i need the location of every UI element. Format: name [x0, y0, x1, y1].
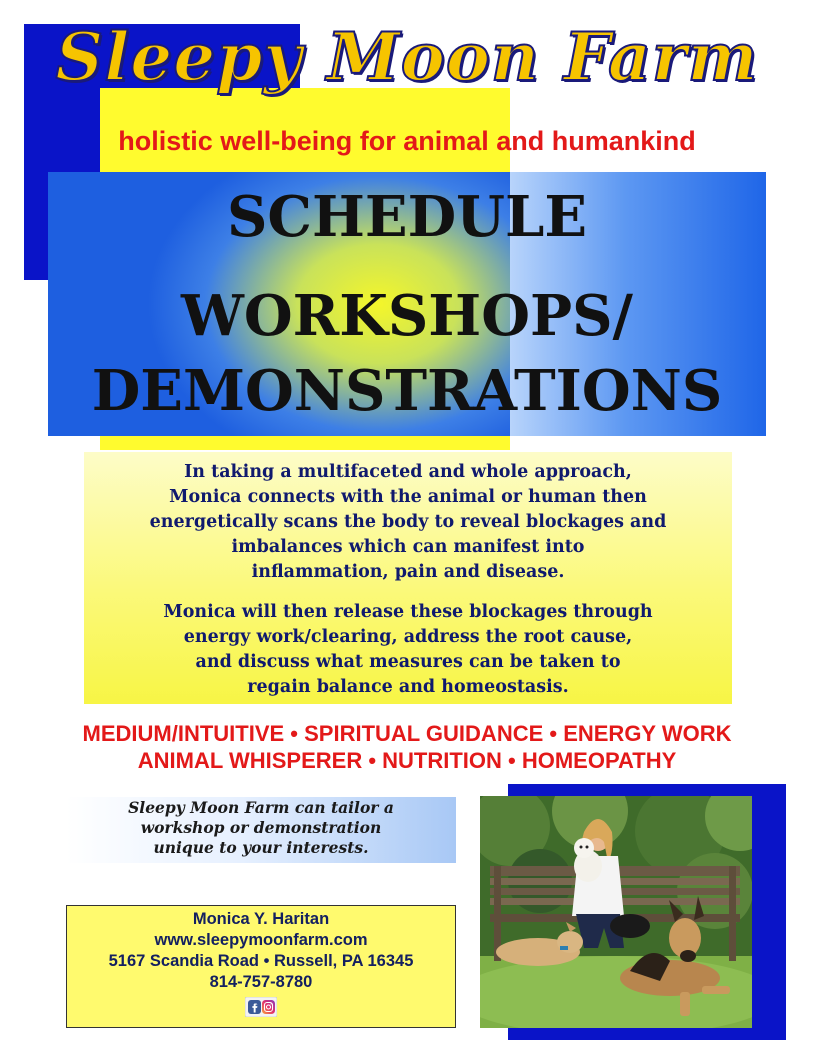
- woman-with-dogs-photo: [480, 796, 752, 1028]
- description-line: regain balance and homeostasis.: [247, 677, 569, 697]
- description-line: Monica will then release these blockages through: [163, 602, 653, 622]
- tailor-line: unique to your interests.: [153, 838, 369, 857]
- tagline: holistic well-being for animal and humankind: [118, 126, 696, 156]
- description-line: In taking a multifaceted and whole approach,: [184, 462, 632, 482]
- services-line-2: ANIMAL WHISPERER • NUTRITION • HOMEOPATHY: [137, 748, 677, 773]
- description-line: imbalances which can manifest into: [231, 537, 585, 557]
- facebook-instagram-icon[interactable]: [245, 997, 277, 1017]
- heading-demonstrations: DEMONSTRATIONS: [91, 358, 723, 424]
- description-paragraph-2: [84, 600, 732, 700]
- tailor-line: Sleepy Moon Farm can tailor a: [128, 798, 394, 817]
- description-paragraph-1: [84, 460, 732, 585]
- tailor-note: [66, 798, 456, 858]
- heading-workshops: WORKSHOPS/: [180, 283, 634, 349]
- description-line: and discuss what measures can be taken to: [195, 652, 621, 672]
- tailor-line: workshop or demonstration: [140, 818, 382, 837]
- contact-website-link[interactable]: www.sleepymoonfarm.com: [154, 931, 368, 949]
- description-line: inflammation, pain and disease.: [251, 562, 565, 582]
- contact-address: 5167 Scandia Road • Russell, PA 16345: [108, 952, 414, 970]
- heading-schedule: SCHEDULE: [226, 184, 588, 250]
- farm-title: Sleepy Moon Farm: [55, 18, 759, 96]
- description-line: Monica connects with the animal or human then: [169, 487, 647, 507]
- description-line: energy work/clearing, address the root cause,: [183, 627, 633, 647]
- contact-phone: 814-757-8780: [209, 973, 313, 991]
- services-line-1: MEDIUM/INTUITIVE • SPIRITUAL GUIDANCE • ENERGY WORK: [82, 721, 732, 746]
- description-line: energetically scans the body to reveal blockages and: [149, 512, 667, 532]
- contact-name: Monica Y. Haritan: [192, 910, 330, 928]
